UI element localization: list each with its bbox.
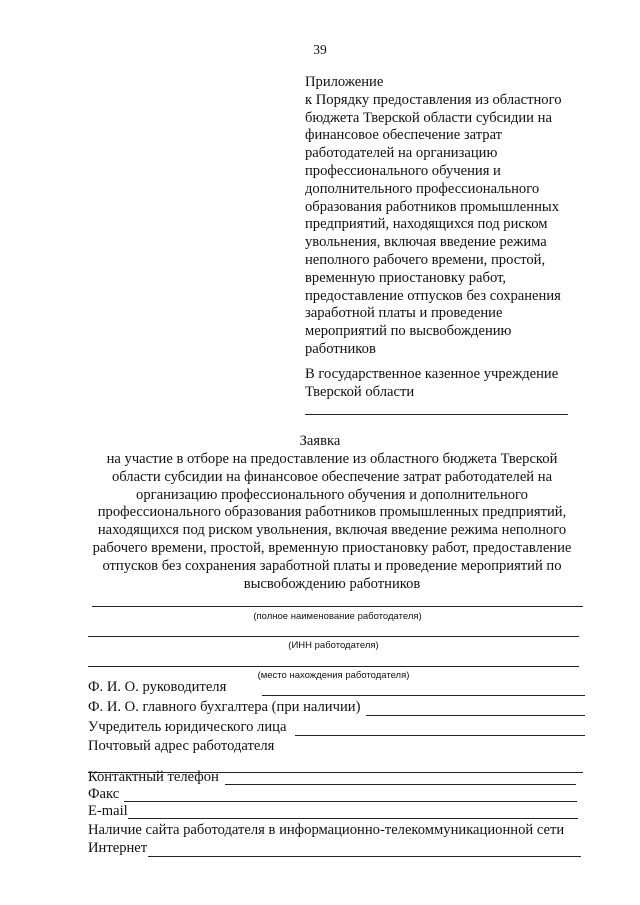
appendix-line: предприятий, находящихся под риском [305, 216, 548, 233]
appendix-line: Приложение [305, 74, 384, 90]
appendix-header [305, 74, 562, 359]
phone-label: Контактный телефон [88, 769, 219, 785]
location-blank-line[interactable] [88, 666, 579, 667]
addressee-block [305, 366, 558, 402]
website-label-cont: Интернет [88, 840, 148, 856]
fax-blank-line[interactable] [124, 801, 577, 802]
appendix-line: дополнительного профессионального [305, 180, 540, 197]
subject-line: области субсидии на финансовое обеспечение затрат работодателей на [111, 468, 553, 485]
subject-line: организацию профессионального обучения и дополнительного [136, 486, 528, 503]
subject-line: высвобождению работников [243, 575, 421, 592]
appendix-line: профессионального обучения и [305, 162, 501, 179]
fax-label: Факс [88, 786, 120, 802]
addressee-line: Тверской области [305, 383, 415, 400]
founder-blank-line[interactable] [295, 735, 585, 736]
website-blank-line[interactable] [148, 856, 581, 857]
appendix-line: заработной платы и проведение [305, 305, 503, 322]
addressee-line: В государственное казенное учреждение [305, 366, 559, 382]
location-caption: (место нахождения работодателя) [257, 670, 410, 681]
subject-line: отпусков без сохранения заработной платы и проведение мероприятий по [102, 557, 562, 574]
appendix-line: финансовое обеспечение затрат [305, 127, 503, 144]
full-name-blank-line[interactable] [92, 606, 583, 607]
chief-accountant-label: Ф. И. О. главного бухгалтера (при наличии) [88, 699, 361, 715]
appendix-line: мероприятий по высвобождению [305, 323, 512, 340]
inn-blank-line[interactable] [88, 636, 579, 637]
email-label: E-mail [88, 803, 128, 819]
appendix-line: к Порядку предоставления из областного [305, 91, 562, 108]
appendix-line: увольнения, включая введение режима [305, 234, 547, 251]
appendix-line: бюджета Тверской области субсидии на [305, 109, 552, 126]
full-name-caption: (полное наименование работодателя) [253, 611, 422, 622]
appendix-line: работодателей на организацию [305, 145, 498, 162]
postal-address-label: Почтовый адрес работодателя [88, 738, 275, 754]
addressee-blank-line[interactable] [305, 414, 568, 415]
appendix-line: неполного рабочего времени, простой, [305, 251, 546, 268]
appendix-line: работников [305, 340, 376, 357]
inn-caption: (ИНН работодателя) [288, 640, 379, 651]
appendix-line: временную приостановку работ, [305, 269, 506, 286]
subject-line: на участие в отборе на предоставление из областного бюджета Тверской [106, 451, 558, 467]
document-title: Заявка [299, 433, 341, 449]
chief-accountant-blank-line[interactable] [366, 715, 585, 716]
email-blank-line[interactable] [128, 818, 578, 819]
appendix-line: образования работников промышленных [305, 198, 560, 215]
appendix-line: предоставление отпусков без сохранения [305, 287, 561, 304]
page-number: 39 [313, 42, 327, 57]
website-label: Наличие сайта работодателя в информационно-телекоммуникационной сети [88, 822, 565, 838]
subject-line: профессионального образования работников промышленных предприятий, [97, 504, 567, 521]
subject-line: находящихся под риском увольнения, включая введение режима неполного [97, 522, 567, 539]
head-name-blank-line[interactable] [262, 695, 585, 696]
head-name-label: Ф. И. О. руководителя [88, 679, 227, 695]
phone-blank-line[interactable] [225, 784, 576, 785]
subject-line: рабочего времени, простой, временную приостановку работ, предоставление [92, 539, 572, 556]
founder-label: Учредитель юридического лица [88, 719, 287, 735]
application-subject [0, 451, 640, 593]
